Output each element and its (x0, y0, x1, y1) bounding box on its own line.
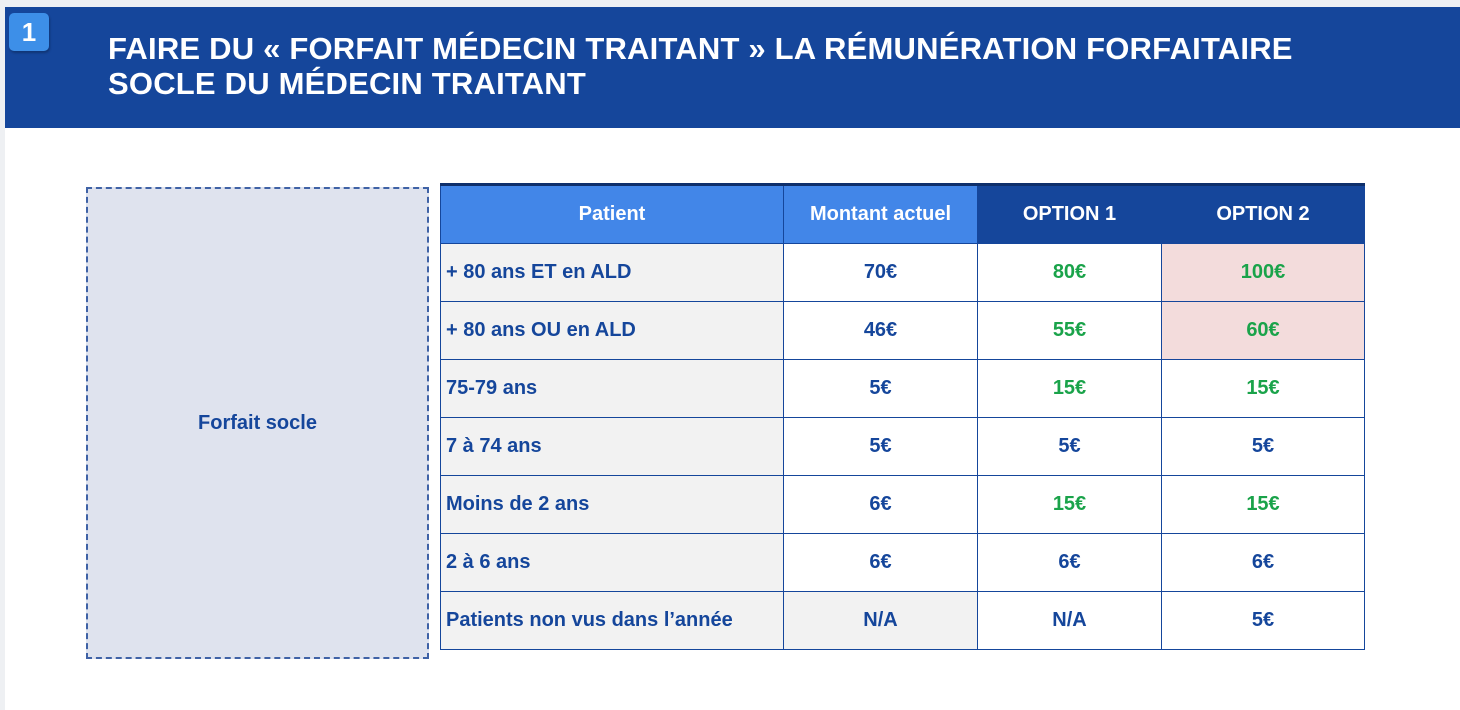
option-2-cell: 15€ (1162, 360, 1365, 418)
option-1-cell: 80€ (978, 244, 1162, 302)
table-row (441, 302, 1365, 360)
option-1-cell: 6€ (978, 534, 1162, 592)
column-header-option-2: OPTION 2 (1162, 185, 1365, 244)
current-amount-cell: 70€ (784, 244, 978, 302)
column-header-current-amount: Montant actuel (784, 185, 978, 244)
option-2-cell: 5€ (1162, 592, 1365, 650)
current-amount-cell: N/A (784, 592, 978, 650)
current-amount-cell: 5€ (784, 360, 978, 418)
option-2-cell: 5€ (1162, 418, 1365, 476)
option-1-cell: N/A (978, 592, 1162, 650)
current-amount-cell: 46€ (784, 302, 978, 360)
forfait-socle-box (86, 187, 429, 659)
patient-cell: Moins de 2 ans (441, 476, 784, 534)
option-2-cell: 15€ (1162, 476, 1365, 534)
current-amount-cell: 6€ (784, 476, 978, 534)
option-2-cell: 60€ (1162, 302, 1365, 360)
table-header-row (441, 185, 1365, 244)
patient-cell: 75-79 ans (441, 360, 784, 418)
option-2-cell: 6€ (1162, 534, 1365, 592)
option-2-cell: 100€ (1162, 244, 1365, 302)
patient-cell: + 80 ans ET en ALD (441, 244, 784, 302)
option-1-cell: 55€ (978, 302, 1162, 360)
patient-cell: 7 à 74 ans (441, 418, 784, 476)
option-1-cell: 15€ (978, 360, 1162, 418)
patient-cell: 2 à 6 ans (441, 534, 784, 592)
table-row (441, 418, 1365, 476)
patient-cell: Patients non vus dans l’année (441, 592, 784, 650)
remuneration-table (440, 183, 1365, 650)
current-amount-cell: 6€ (784, 534, 978, 592)
forfait-socle-label: Forfait socle (198, 411, 317, 434)
table-row (441, 476, 1365, 534)
table-row (441, 534, 1365, 592)
table-row (441, 244, 1365, 302)
option-1-cell: 15€ (978, 476, 1162, 534)
column-header-option-1: OPTION 1 (978, 185, 1162, 244)
option-1-cell: 5€ (978, 418, 1162, 476)
page-title: FAIRE DU « FORFAIT MÉDECIN TRAITANT » LA RÉMUNÉRATION FORFAITAIRE SOCLE DU MÉDECIN TRAITANT (108, 31, 1293, 101)
table-row (441, 360, 1365, 418)
patient-cell: + 80 ans OU en ALD (441, 302, 784, 360)
table-row (441, 592, 1365, 650)
header-bar (5, 7, 1460, 128)
column-header-patient: Patient (441, 185, 784, 244)
current-amount-cell: 5€ (784, 418, 978, 476)
section-number-badge: 1 (9, 13, 49, 51)
